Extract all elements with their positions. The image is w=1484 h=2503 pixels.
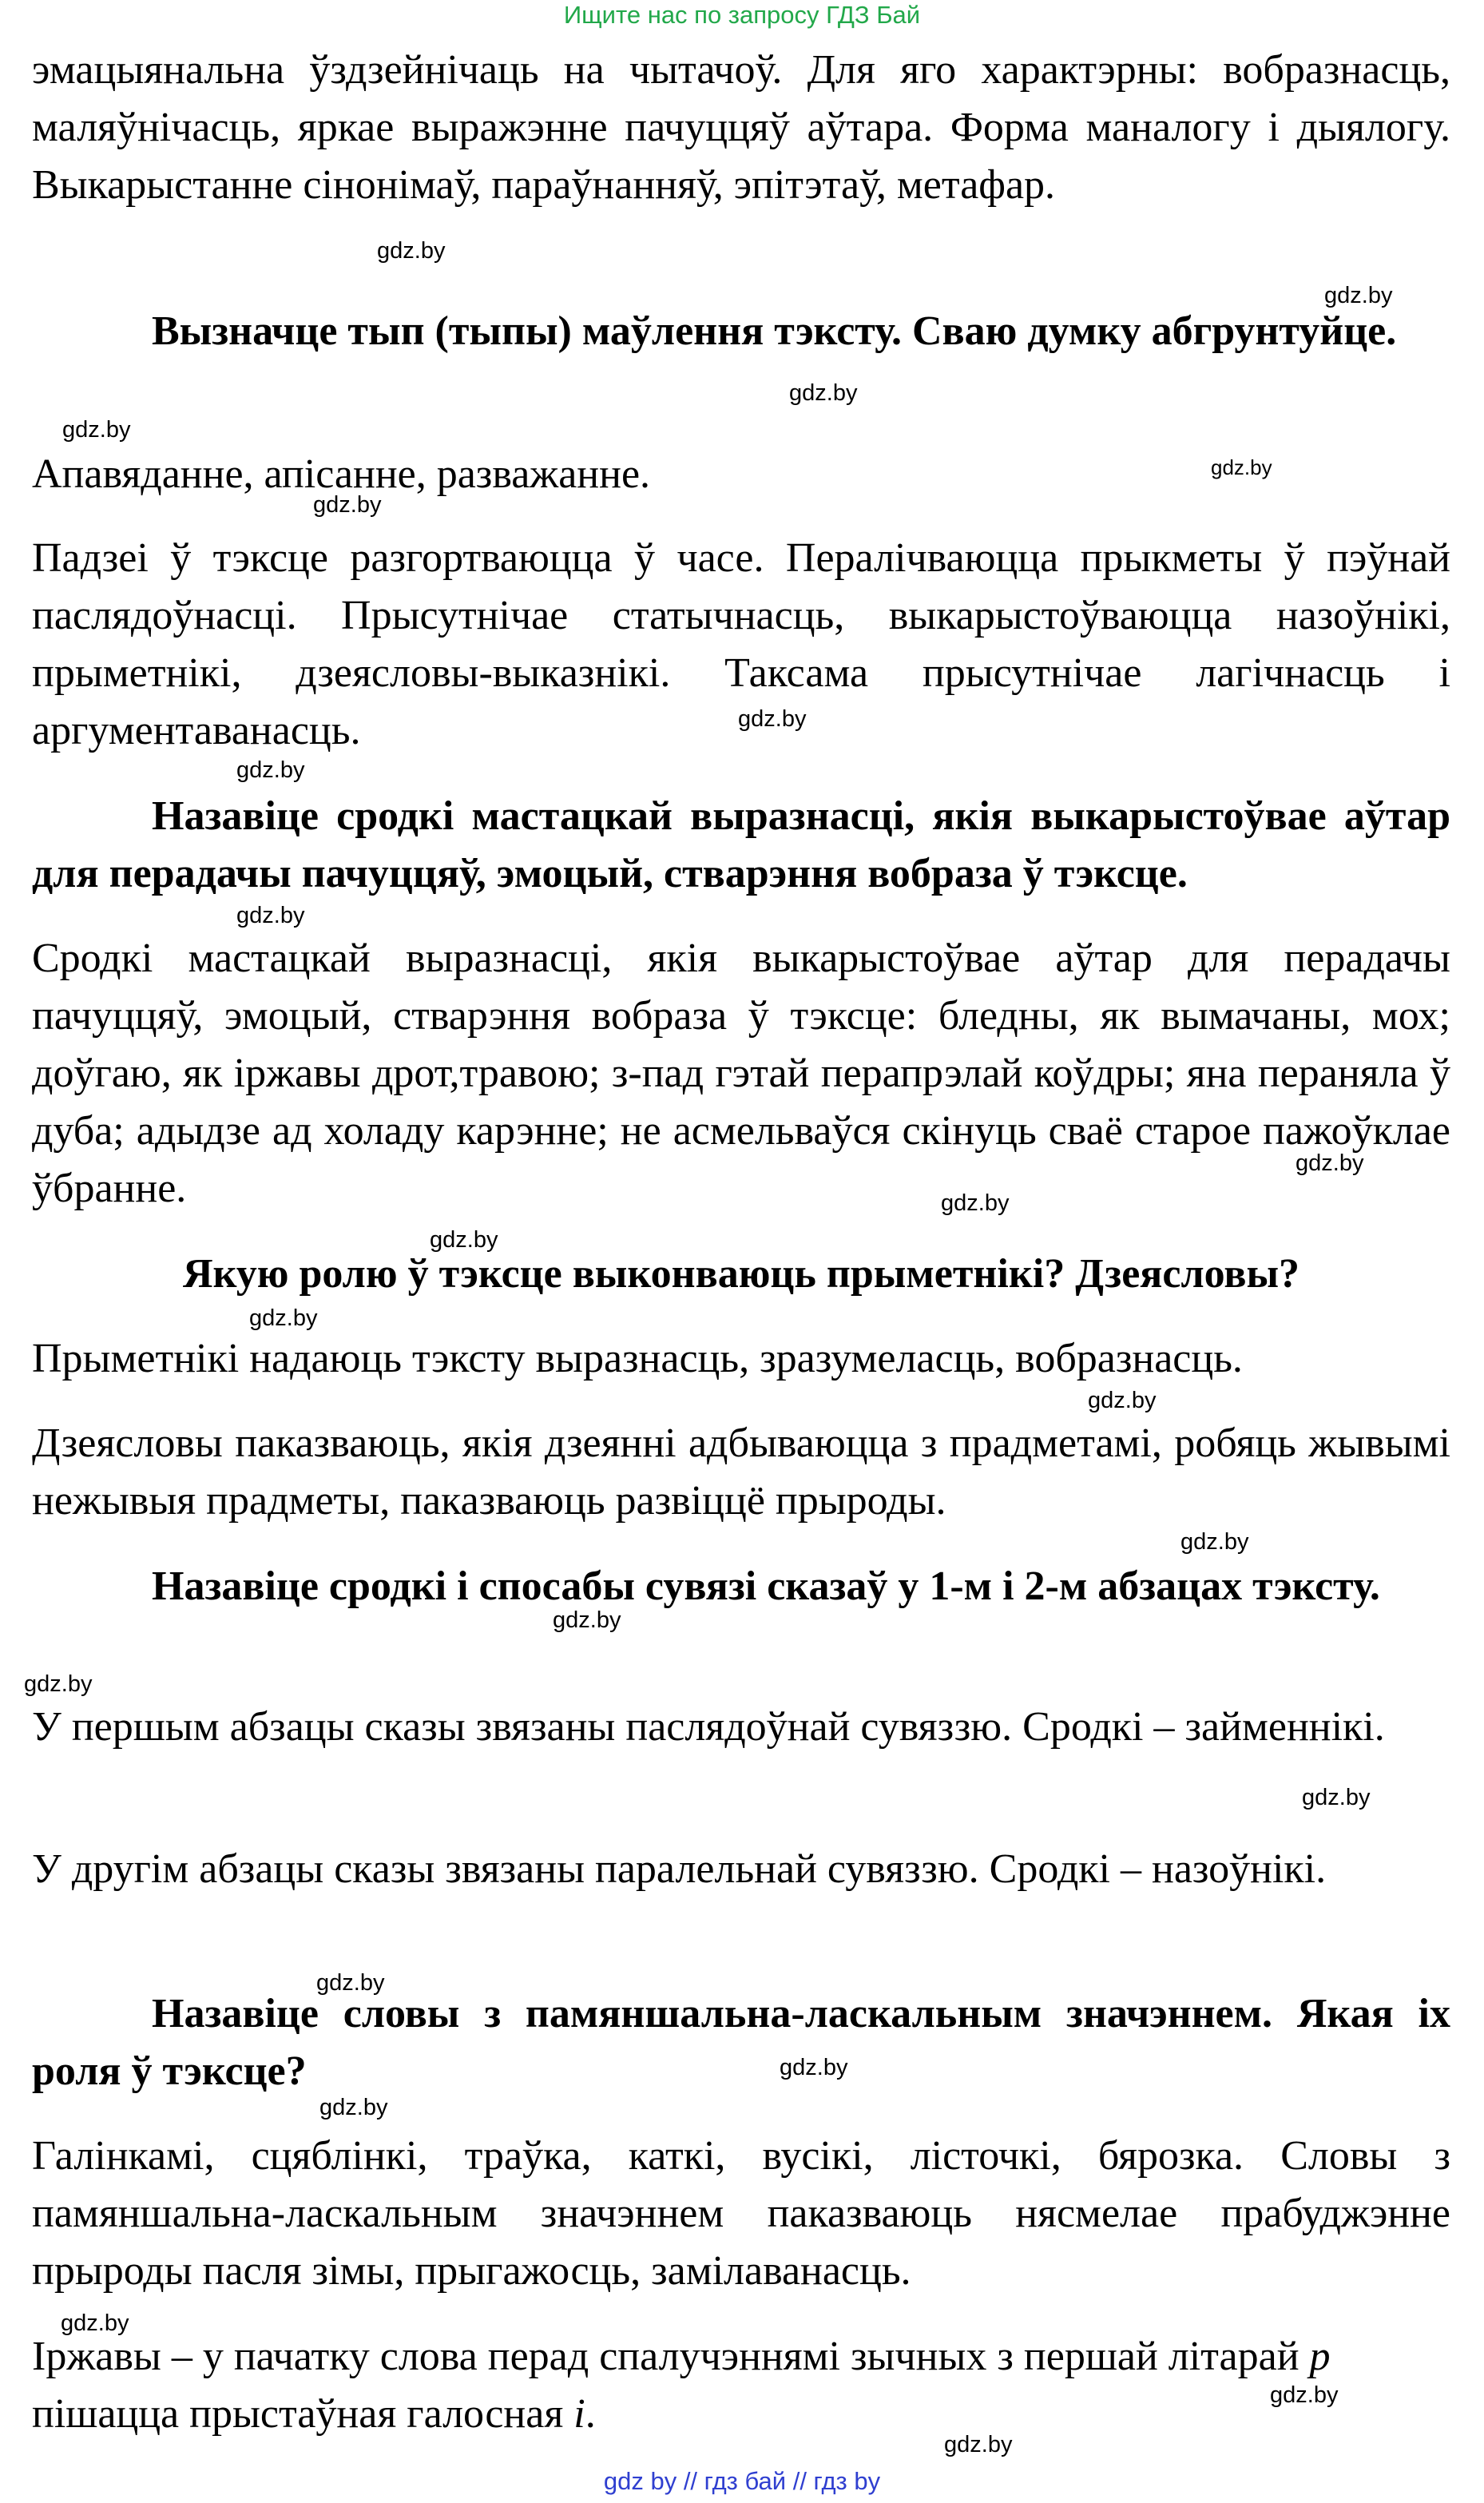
watermark: gdz.by [430, 1227, 498, 1253]
answer-5b-start: Іржавы – у пачатку слова перад спалучэннямі зычных з першай літарай [32, 2334, 1310, 2379]
watermark: gdz.by [738, 706, 807, 732]
question-1: Вызначце тып (тыпы) маўлення тэксту. Сваю думку абгрунтуйце. [152, 308, 1397, 354]
watermark: gdz.by [944, 2432, 1013, 2457]
watermark: gdz.by [61, 2310, 129, 2336]
watermark: gdz.by [1270, 2382, 1339, 2408]
answer-4a: У першым абзацы сказы звязаны паслядоўнай сувяззю. Сродкі – займеннікі. [32, 1704, 1385, 1750]
watermark: gdz.by [941, 1190, 1010, 1216]
watermark: gdz.by [249, 1305, 318, 1331]
answer-2: Сродкі мастацкай выразнасці, якія выкарыстоўвае аўтар для перадачы пачуццяў, эмоцый, стварэння вобраза ў тэксце: бледны, як вымачаны, мох; доўгаю, як іржавы дрот,травою; з-пад гэтай перапрэлай коўдры; яна пераняла ў дуба; адыдзе ад холаду карэнне; не асмельваўся скінуць сваё старое пажоўклае ўбранне. [32, 936, 1450, 1211]
watermark: gdz.by [316, 1970, 385, 1996]
answer-5b-middle: пішацца прыстаўная галосная [32, 2391, 574, 2437]
answer-3a: Прыметнікі надаюць тэксту выразнасць, зразумеласць, вобразнасць. [32, 1336, 1243, 1381]
answer-1a: Апавяданне, апісанне, разважанне. [32, 451, 651, 497]
answer-5b-end: . [585, 2391, 596, 2437]
watermark: gdz.by [313, 492, 382, 518]
question-5: Назавіце словы з памяншальна-ласкальным значэннем. Якая іх роля ў тэксце? [32, 1991, 1450, 2094]
answer-1b: Падзеі ў тэксце разгортваюцца ў часе. Пералічваюцца прыкметы ў пэўнай паслядоўнасці. Прысутнічае статычнасць, выкарыстоўваюцца назоўнікі, прыметнікі, дзеясловы-выказнікі. Таксама прысутнічае лагічнасць і аргументаванасць. [32, 535, 1450, 753]
question-4: Назавіце сродкі і спосабы сувязі сказаў у 1-м і 2-м абзацах тэксту. [152, 1563, 1380, 1609]
watermark: gdz.by [24, 1671, 93, 1697]
answer-3b: Дзеясловы паказваюць, якія дзеянні адбываюцца з прадметамі, робяць жывымі нежывыя прадметы, паказваюць развіццё прыроды. [32, 1420, 1450, 1524]
top-banner[interactable]: Ищите нас по запросу ГДЗ Бай [563, 1, 921, 29]
watermark: gdz.by [1088, 1388, 1157, 1413]
watermark: gdz.by [377, 238, 446, 264]
answer-5a: Галінкамі, сцяблінкі, траўка, каткі, вусікі, лісточкі, бярозка. Словы з памяншальна-ласкальным значэннем паказваюць нясмелае прабуджэнне прыроды пасля зімы, прыгажосць, замілаванасць. [32, 2133, 1450, 2294]
watermark: gdz.by [780, 2055, 848, 2080]
watermark: gdz.by [1180, 1529, 1249, 1555]
watermark: gdz.by [1211, 455, 1272, 479]
watermark: gdz.by [319, 2095, 388, 2120]
answer-4b: У другім абзацы сказы звязаны паралельнай сувяззю. Сродкі – назоўнікі. [32, 1846, 1327, 1892]
watermark: gdz.by [1296, 1150, 1364, 1176]
watermark: gdz.by [62, 417, 131, 443]
watermark: gdz.by [789, 380, 858, 406]
letter-r: р [1309, 2334, 1331, 2379]
watermark: gdz.by [1302, 1785, 1371, 1810]
watermark: gdz.by [553, 1607, 621, 1633]
watermark: gdz.by [236, 757, 305, 783]
answer-5b [32, 2328, 1450, 2443]
intro-paragraph: эмацыянальна ўздзейнічаць на чытачоў. Для яго характэрны: вобразнасць, маляўнічасць, яркае выражэнне пачуццяў аўтара. Форма маналогу і дыялогу. Выкарыстанне сінонімаў, параўнанняў, эпітэтаў, метафар. [32, 47, 1450, 208]
footer-links[interactable]: gdz by // гдз бай // гдз by [603, 2467, 881, 2495]
question-2: Назавіце сродкі мастацкай выразнасці, якія выкарыстоўвае аўтар для перадачы пачуццяў, эмоцый, стварэння вобраза ў тэксце. [32, 793, 1450, 896]
question-3: Якую ролю ў тэксце выконваюць прыметнікі? Дзеясловы? [182, 1251, 1300, 1297]
watermark: gdz.by [1324, 283, 1393, 308]
watermark: gdz.by [236, 903, 305, 928]
letter-i: і [573, 2391, 585, 2437]
